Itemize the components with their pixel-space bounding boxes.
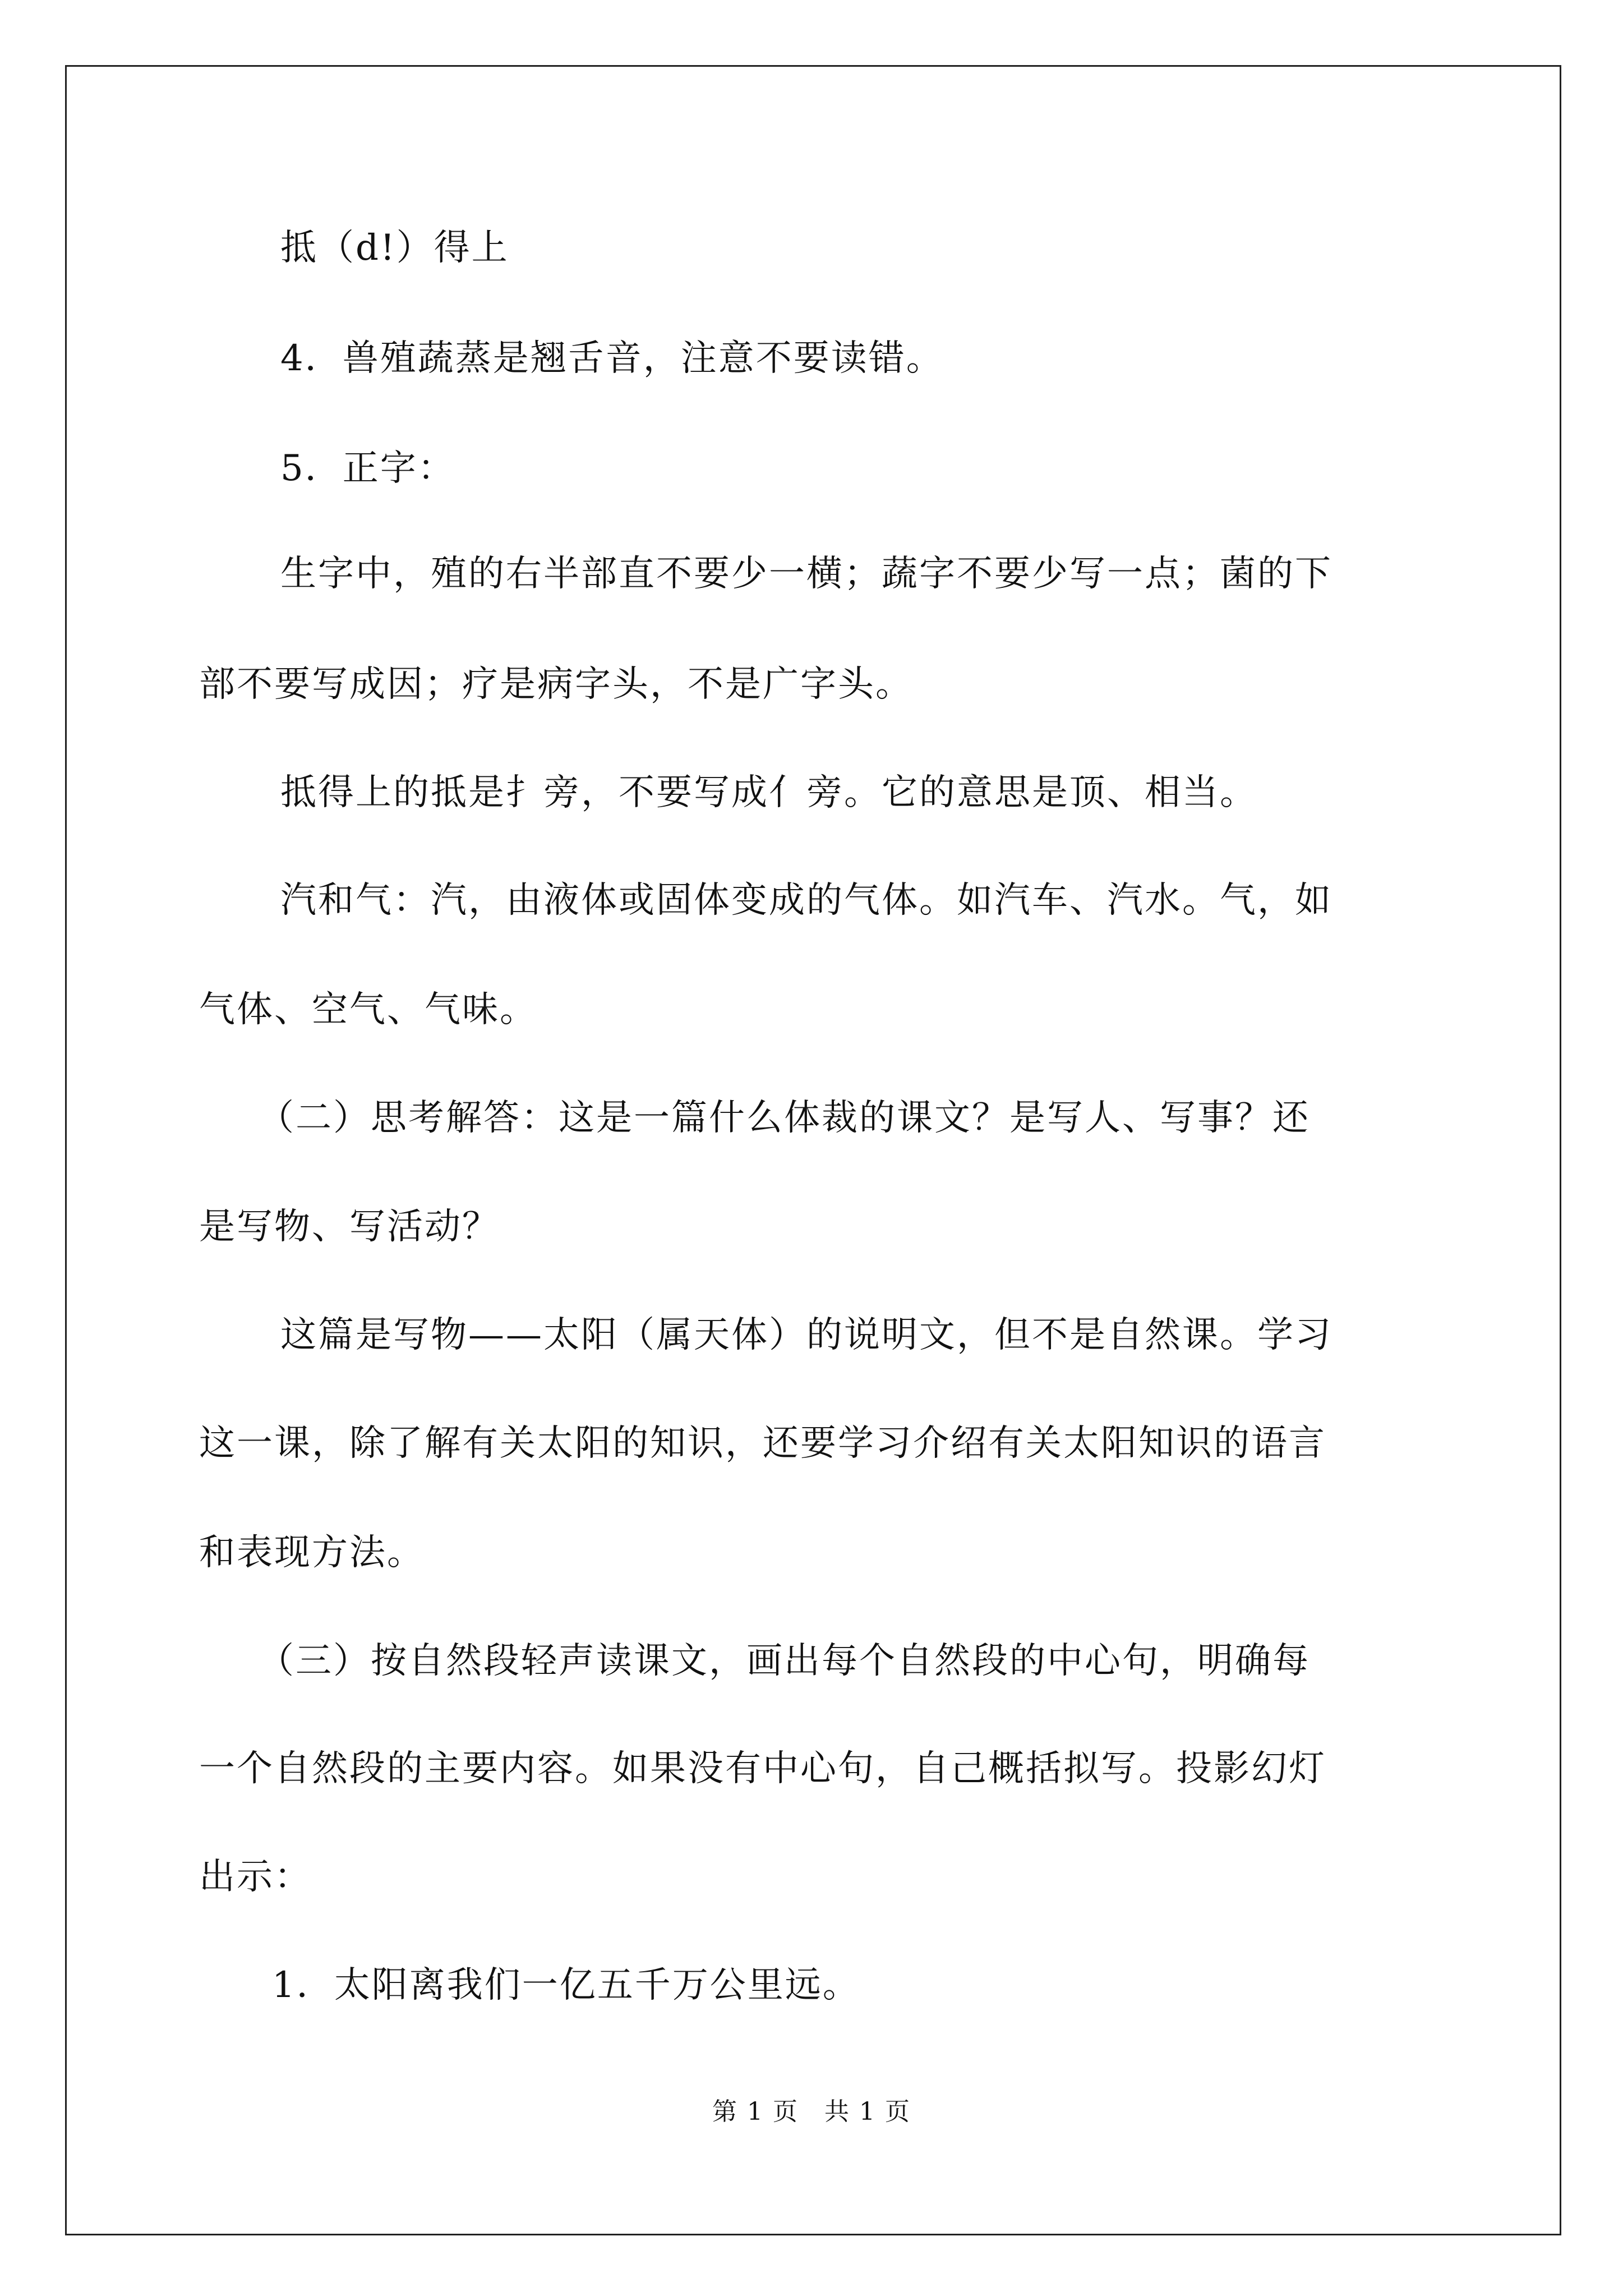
text-line: （三）按自然段轻声读课文，画出每个自然段的中心句，明确每 bbox=[258, 1640, 1310, 1682]
text-line: 一个自然段的主要内容。如果没有中心句，自己概括拟写。投影幻灯 bbox=[199, 1748, 1326, 1789]
page-border bbox=[65, 65, 1561, 2235]
text-line: 是写物、写活动？ bbox=[199, 1206, 500, 1248]
text-line: 1．太阳离我们一亿五千万公里远。 bbox=[272, 1964, 860, 2006]
text-line: 4．兽殖蔬蒸是翘舌音，注意不要读错。 bbox=[280, 338, 944, 379]
text-line: 生字中，殖的右半部直不要少一横；蔬字不要少写一点；菌的下 bbox=[280, 553, 1332, 595]
text-line: 气体、空气、气味。 bbox=[199, 989, 537, 1030]
text-line: 部不要写成因；疗是病字头，不是广字头。 bbox=[199, 664, 913, 705]
text-line: 这篇是写物——太阳（属天体）的说明文，但不是自然课。学习 bbox=[280, 1314, 1332, 1356]
text-line: （二）思考解答：这是一篇什么体裁的课文？是写人、写事？还 bbox=[258, 1097, 1310, 1139]
text-line: 和表现方法。 bbox=[199, 1532, 425, 1573]
text-line: 5．正字： bbox=[280, 448, 455, 489]
text-line: 抵（d!）得上 bbox=[280, 227, 509, 269]
text-line: 汽和气：汽，由液体或固体变成的气体。如汽车、汽水。气，如 bbox=[280, 880, 1332, 921]
text-line: 这一课，除了解有关太阳的知识，还要学习介绍有关太阳知识的语言 bbox=[199, 1423, 1326, 1464]
text-line: 抵得上的抵是扌旁，不要写成亻旁。它的意思是顶、相当。 bbox=[280, 772, 1257, 813]
page-footer: 第 1 页 共 1 页 bbox=[712, 2097, 911, 2126]
text-line: 出示： bbox=[199, 1856, 312, 1898]
